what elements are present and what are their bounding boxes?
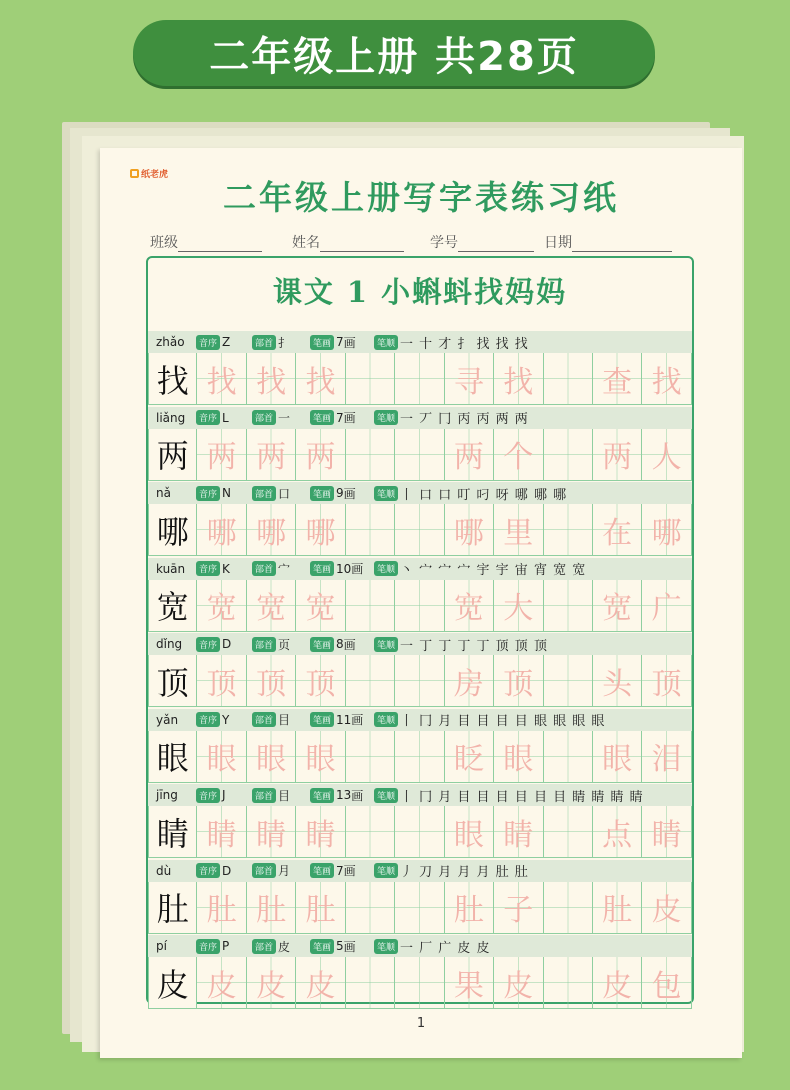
- blank-writing-cell[interactable]: [346, 731, 395, 783]
- stroke-unit: 画: [343, 864, 356, 878]
- trace-character[interactable]: 眼: [296, 731, 345, 783]
- yinxu-group: [196, 863, 252, 878]
- trace-character[interactable]: 眼: [445, 806, 494, 858]
- yinxu-tag: 音序: [196, 939, 220, 954]
- model-character: 顶: [148, 655, 197, 707]
- yinxu-value: Y: [222, 712, 230, 727]
- character-row: [148, 482, 692, 558]
- title-banner: 二年级上册 共28页: [133, 20, 655, 86]
- yinxu-value: J: [222, 788, 226, 802]
- blank-writing-cell[interactable]: [544, 806, 593, 858]
- trace-character[interactable]: 两: [296, 429, 345, 481]
- trace-character[interactable]: 皮: [197, 957, 246, 1009]
- blank-writing-cell[interactable]: [346, 353, 395, 405]
- yinxu-tag: 音序: [196, 712, 220, 727]
- bushou-group: [252, 409, 310, 426]
- trace-character[interactable]: 肚: [445, 882, 494, 934]
- writing-grid: [148, 731, 692, 783]
- bishun-group: [374, 333, 529, 352]
- bushou-value: 口: [278, 486, 291, 501]
- bushou-tag: 部首: [252, 863, 276, 878]
- stroke-count: 9: [336, 486, 344, 500]
- number-field: 学号: [430, 232, 534, 252]
- bihua-group: [310, 485, 374, 502]
- stroke-order: 丨 口 口 叮 叼 呀 哪 哪 哪: [400, 487, 568, 503]
- bushou-group: [252, 711, 310, 728]
- blank-writing-cell[interactable]: [346, 957, 395, 1009]
- trace-character[interactable]: 顶: [494, 655, 543, 707]
- bihua-tag: 笔画: [310, 712, 334, 727]
- model-character: 肚: [148, 882, 197, 934]
- trace-character[interactable]: 找: [494, 353, 543, 405]
- stroke-unit: 画: [343, 335, 356, 350]
- blank-writing-cell[interactable]: [544, 429, 593, 481]
- bishun-group: [374, 408, 529, 427]
- bushou-tag: 部首: [252, 561, 276, 576]
- bishun-tag: 笔顺: [374, 410, 398, 425]
- trace-character[interactable]: 找: [197, 353, 246, 405]
- page-number: 1: [416, 1016, 426, 1031]
- trace-character[interactable]: 找: [296, 353, 345, 405]
- stroke-count: 11: [336, 712, 352, 727]
- trace-character[interactable]: 肚: [247, 882, 296, 934]
- blank-writing-cell[interactable]: [544, 731, 593, 783]
- trace-character[interactable]: 肚: [296, 882, 345, 934]
- character-info-bar: [148, 860, 692, 882]
- bishun-group: [374, 484, 567, 503]
- trace-character[interactable]: 哪: [197, 504, 246, 556]
- blank-writing-cell[interactable]: [395, 429, 444, 481]
- pinyin: kuān: [156, 561, 186, 576]
- bihua-group: [310, 862, 374, 879]
- yinxu-tag: 音序: [196, 410, 220, 425]
- trace-character[interactable]: 睛: [247, 806, 296, 858]
- bushou-value: 目: [278, 713, 291, 727]
- bishun-tag: 笔顺: [374, 561, 398, 576]
- bihua-tag: 笔画: [310, 863, 334, 878]
- stroke-count: 7: [336, 410, 344, 425]
- bishun-tag: 笔顺: [374, 939, 398, 954]
- bushou-tag: 部首: [252, 788, 276, 803]
- pinyin: dǐng: [156, 637, 183, 651]
- bihua-tag: 笔画: [310, 788, 334, 803]
- trace-character[interactable]: 广: [642, 580, 691, 632]
- stroke-order: 丶 宀 宀 宀 宇 宇 宙 宵 宽 宽: [400, 563, 587, 578]
- writing-grid: [148, 429, 692, 481]
- bushou-group: [252, 636, 310, 653]
- bihua-tag: 笔画: [310, 335, 334, 350]
- blank-writing-cell[interactable]: [544, 504, 593, 556]
- bishun-group: [374, 861, 529, 880]
- yinxu-group: [196, 561, 252, 576]
- trace-character[interactable]: 睛: [642, 806, 691, 858]
- trace-character[interactable]: 查: [593, 353, 642, 405]
- blank-writing-cell[interactable]: [346, 429, 395, 481]
- trace-character[interactable]: 宽: [593, 580, 642, 632]
- yinxu-value: N: [222, 486, 231, 500]
- trace-character[interactable]: 皮: [296, 957, 345, 1009]
- trace-character[interactable]: 找: [642, 353, 691, 405]
- yinxu-group: [196, 788, 252, 803]
- trace-character[interactable]: 头: [593, 655, 642, 707]
- character-info-bar: [148, 709, 692, 731]
- bishun-group: [374, 635, 548, 654]
- writing-grid: [148, 882, 692, 934]
- blank-writing-cell[interactable]: [544, 580, 593, 632]
- sheet-title: 二年级上册写字表练习纸: [223, 178, 619, 217]
- date-field: 日期: [544, 232, 672, 252]
- character-row: [148, 407, 692, 483]
- bushou-group: [252, 787, 310, 804]
- bishun-group: [374, 710, 605, 729]
- stroke-unit: 画: [343, 637, 356, 652]
- character-info-bar: [148, 482, 692, 504]
- trace-character[interactable]: 眼: [197, 731, 246, 783]
- trace-character[interactable]: 泪: [642, 731, 691, 783]
- trace-character[interactable]: 两: [247, 429, 296, 481]
- model-character: 睛: [148, 806, 197, 858]
- bishun-tag: 笔顺: [374, 335, 398, 350]
- trace-character[interactable]: 两: [445, 429, 494, 481]
- trace-character[interactable]: 宽: [445, 580, 494, 632]
- bihua-group: [310, 787, 374, 804]
- bihua-tag: 笔画: [310, 637, 334, 652]
- bushou-tag: 部首: [252, 486, 276, 501]
- stroke-order: 一 十 才 扌 找 找 找: [400, 336, 529, 352]
- bushou-group: [252, 334, 310, 351]
- pinyin: yǎn: [156, 712, 179, 727]
- blank-writing-cell[interactable]: [346, 806, 395, 858]
- yinxu-value: D: [222, 863, 232, 878]
- stroke-order: 丨 冂 月 目 目 目 目 目 目 睛 睛 睛 睛: [400, 789, 644, 805]
- trace-character[interactable]: 肚: [593, 882, 642, 934]
- lesson-title: 课文 1 小蝌蚪找妈妈: [272, 275, 568, 309]
- trace-character[interactable]: 皮: [494, 957, 543, 1009]
- trace-character[interactable]: 眼: [494, 731, 543, 783]
- blank-writing-cell[interactable]: [395, 580, 444, 632]
- yinxu-tag: 音序: [196, 863, 220, 878]
- pinyin: liǎng: [156, 410, 186, 425]
- stroke-unit: 画: [343, 411, 356, 425]
- blank-writing-cell[interactable]: [544, 882, 593, 934]
- character-row: [148, 709, 692, 785]
- character-info-bar: [148, 784, 692, 806]
- bihua-group: [310, 334, 374, 351]
- blank-writing-cell[interactable]: [346, 882, 395, 934]
- bishun-tag: 笔顺: [374, 486, 398, 501]
- bihua-group: [310, 636, 374, 653]
- blank-writing-cell[interactable]: [395, 957, 444, 1009]
- yinxu-value: P: [222, 939, 230, 953]
- student-info-fields: [150, 232, 690, 252]
- trace-character[interactable]: 顶: [296, 655, 345, 707]
- blank-writing-cell[interactable]: [395, 806, 444, 858]
- trace-character[interactable]: 哪: [642, 504, 691, 556]
- bishun-tag: 笔顺: [374, 712, 398, 727]
- blank-writing-cell[interactable]: [395, 882, 444, 934]
- bushou-tag: 部首: [252, 637, 276, 652]
- bihua-tag: 笔画: [310, 410, 334, 425]
- bushou-value: 一: [278, 411, 291, 425]
- pinyin: zhǎo: [156, 335, 185, 349]
- yinxu-value: K: [222, 561, 230, 576]
- bushou-value: 宀: [278, 562, 291, 576]
- logo-text: 纸老虎: [141, 169, 169, 180]
- yinxu-tag: 音序: [196, 486, 220, 501]
- pinyin: dù: [156, 863, 172, 878]
- character-row: [148, 331, 692, 407]
- trace-character[interactable]: 个: [494, 429, 543, 481]
- character-info-bar: [148, 558, 692, 580]
- stroke-unit: 画: [343, 939, 356, 954]
- blank-writing-cell[interactable]: [544, 353, 593, 405]
- yinxu-group: [196, 410, 252, 425]
- bushou-value: 月: [278, 864, 291, 878]
- bihua-group: [310, 938, 374, 955]
- trace-character[interactable]: 房: [445, 655, 494, 707]
- trace-character[interactable]: 里: [494, 504, 543, 556]
- trace-character[interactable]: 皮: [247, 957, 296, 1009]
- stroke-order: 一 丁 丁 丁 丁 顶 顶 顶: [400, 638, 548, 654]
- bushou-group: [252, 862, 310, 879]
- trace-character[interactable]: 两: [197, 429, 246, 481]
- character-info-bar: [148, 935, 692, 957]
- trace-character[interactable]: 在: [593, 504, 642, 556]
- model-character: 两: [148, 429, 197, 481]
- name-field: 姓名: [292, 232, 404, 252]
- blank-writing-cell[interactable]: [395, 731, 444, 783]
- yinxu-group: [196, 335, 252, 350]
- bushou-value: 扌: [278, 335, 291, 350]
- bihua-group: [310, 560, 374, 577]
- character-row: [148, 935, 692, 1011]
- yinxu-tag: 音序: [196, 637, 220, 652]
- bushou-value: 皮: [278, 939, 291, 954]
- stroke-count: 13: [336, 788, 352, 802]
- trace-character[interactable]: 哪: [247, 504, 296, 556]
- blank-writing-cell[interactable]: [395, 353, 444, 405]
- character-info-bar: [148, 407, 692, 429]
- bihua-group: [310, 409, 374, 426]
- stroke-unit: 画: [351, 713, 364, 727]
- class-field: 班级: [150, 232, 262, 252]
- character-row: [148, 784, 692, 860]
- pinyin: nǎ: [156, 486, 171, 500]
- writing-grid: [148, 655, 692, 707]
- bihua-tag: 笔画: [310, 939, 334, 954]
- stroke-count: 7: [336, 863, 344, 878]
- trace-character[interactable]: 眼: [593, 731, 642, 783]
- bushou-tag: 部首: [252, 939, 276, 954]
- trace-character[interactable]: 子: [494, 882, 543, 934]
- character-row: [148, 633, 692, 709]
- trace-character[interactable]: 眼: [247, 731, 296, 783]
- stroke-order: 一 丆 冂 丙 丙 两 两: [400, 412, 529, 427]
- trace-character[interactable]: 哪: [296, 504, 345, 556]
- stroke-count: 10: [336, 561, 352, 576]
- bushou-group: [252, 485, 310, 502]
- trace-character[interactable]: 果: [445, 957, 494, 1009]
- bushou-value: 目: [278, 788, 291, 803]
- trace-character[interactable]: 大: [494, 580, 543, 632]
- bushou-group: [252, 560, 310, 577]
- bushou-tag: 部首: [252, 410, 276, 425]
- blank-writing-cell[interactable]: [544, 655, 593, 707]
- yinxu-group: [196, 486, 252, 501]
- model-character: 眼: [148, 731, 197, 783]
- trace-character[interactable]: 哪: [445, 504, 494, 556]
- bushou-tag: 部首: [252, 712, 276, 727]
- trace-character[interactable]: 肚: [197, 882, 246, 934]
- yinxu-group: [196, 939, 252, 954]
- yinxu-group: [196, 712, 252, 727]
- trace-character[interactable]: 包: [642, 957, 691, 1009]
- trace-character[interactable]: 宽: [197, 580, 246, 632]
- writing-grid: [148, 806, 692, 858]
- bihua-tag: 笔画: [310, 561, 334, 576]
- pinyin: jīng: [156, 788, 178, 802]
- trace-character[interactable]: 皮: [593, 957, 642, 1009]
- blank-writing-cell[interactable]: [346, 655, 395, 707]
- trace-character[interactable]: 皮: [642, 882, 691, 934]
- trace-character[interactable]: 人: [642, 429, 691, 481]
- trace-character[interactable]: 两: [593, 429, 642, 481]
- stroke-order: 丨 冂 月 目 目 目 目 眼 眼 眼 眼: [400, 714, 606, 729]
- stroke-unit: 画: [351, 788, 364, 803]
- writing-grid: [148, 504, 692, 556]
- yinxu-tag: 音序: [196, 335, 220, 350]
- blank-writing-cell[interactable]: [395, 504, 444, 556]
- writing-grid: [148, 957, 692, 1009]
- pinyin: pí: [156, 939, 167, 953]
- blank-writing-cell[interactable]: [544, 957, 593, 1009]
- trace-character[interactable]: 点: [593, 806, 642, 858]
- character-info-bar: [148, 331, 692, 353]
- bishun-tag: 笔顺: [374, 788, 398, 803]
- bishun-group: [374, 786, 644, 805]
- bishun-group: [374, 937, 491, 956]
- trace-character[interactable]: 顶: [197, 655, 246, 707]
- yinxu-group: [196, 637, 252, 652]
- bishun-tag: 笔顺: [374, 863, 398, 878]
- writing-grid: [148, 353, 692, 405]
- blank-writing-cell[interactable]: [346, 580, 395, 632]
- trace-character[interactable]: 眨: [445, 731, 494, 783]
- stroke-unit: 画: [343, 486, 356, 501]
- stroke-unit: 画: [351, 562, 364, 576]
- yinxu-value: L: [222, 410, 229, 425]
- bushou-value: 页: [278, 637, 291, 652]
- bishun-group: [374, 559, 586, 578]
- blank-writing-cell[interactable]: [395, 655, 444, 707]
- blank-writing-cell[interactable]: [346, 504, 395, 556]
- trace-character[interactable]: 顶: [247, 655, 296, 707]
- trace-character[interactable]: 宽: [296, 580, 345, 632]
- trace-character[interactable]: 寻: [445, 353, 494, 405]
- trace-character[interactable]: 顶: [642, 655, 691, 707]
- yinxu-tag: 音序: [196, 561, 220, 576]
- trace-character[interactable]: 睛: [494, 806, 543, 858]
- bishun-tag: 笔顺: [374, 637, 398, 652]
- writing-grid: [148, 580, 692, 632]
- bushou-tag: 部首: [252, 335, 276, 350]
- character-info-bar: [148, 633, 692, 655]
- model-character: 皮: [148, 957, 197, 1009]
- trace-character[interactable]: 睛: [296, 806, 345, 858]
- bihua-tag: 笔画: [310, 486, 334, 501]
- stroke-order: 一 厂 广 皮 皮: [400, 940, 491, 956]
- character-row: [148, 558, 692, 634]
- trace-character[interactable]: 宽: [247, 580, 296, 632]
- character-row: [148, 860, 692, 936]
- yinxu-tag: 音序: [196, 788, 220, 803]
- model-character: 找: [148, 353, 197, 405]
- model-character: 哪: [148, 504, 197, 556]
- stroke-count: 5: [336, 939, 344, 953]
- model-character: 宽: [148, 580, 197, 632]
- bushou-group: [252, 938, 310, 955]
- stroke-order: 丿 刀 月 月 月 肚 肚: [400, 865, 529, 880]
- trace-character[interactable]: 睛: [197, 806, 246, 858]
- yinxu-value: D: [222, 637, 232, 651]
- trace-character[interactable]: 找: [247, 353, 296, 405]
- yinxu-value: Z: [222, 335, 231, 349]
- bihua-group: [310, 711, 374, 728]
- stroke-count: 7: [336, 335, 344, 349]
- stroke-count: 8: [336, 637, 344, 651]
